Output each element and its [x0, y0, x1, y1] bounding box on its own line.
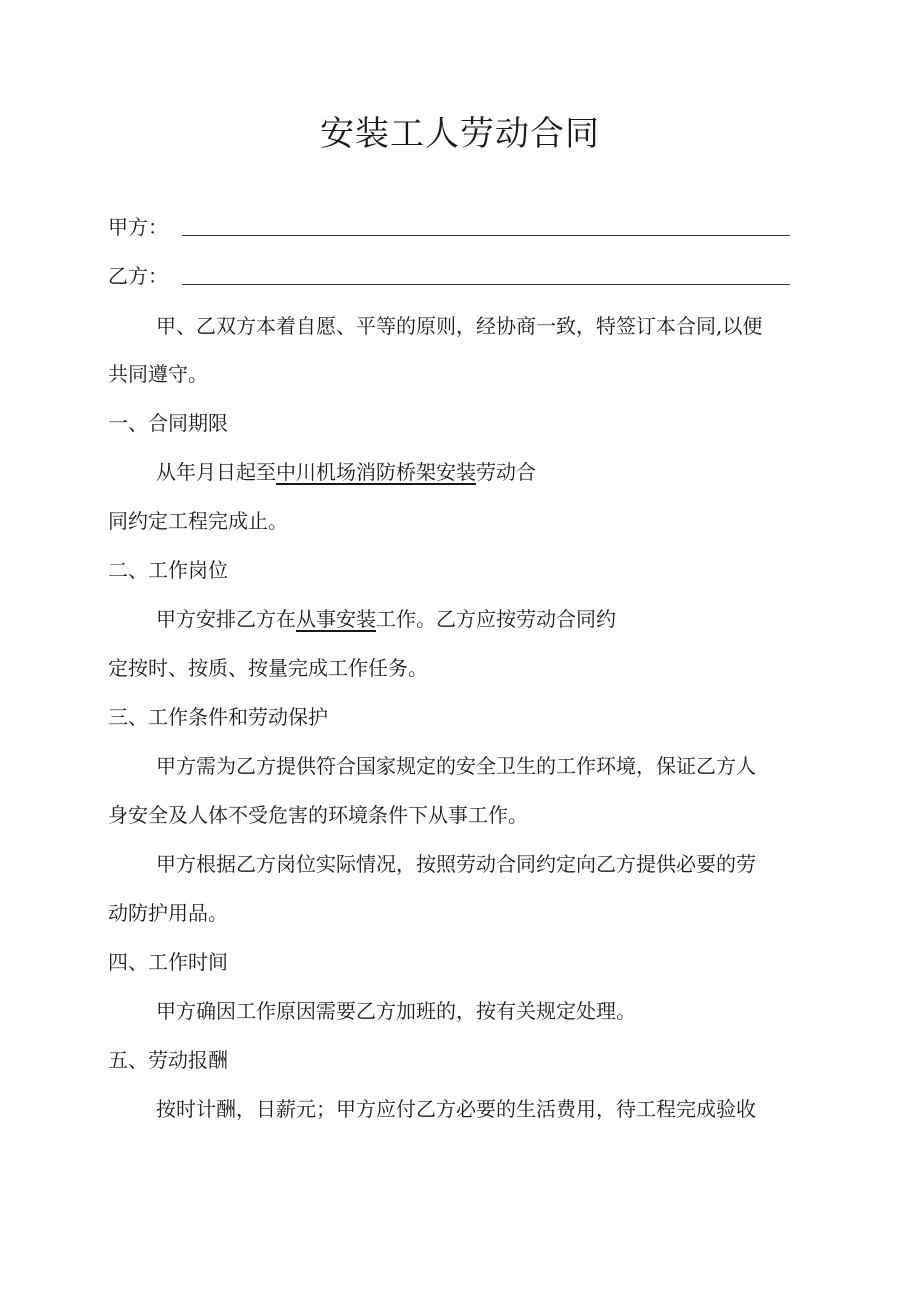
section-3-paragraph-1-line-1: 甲方需为乙方提供符合国家规定的安全卫生的工作环境，保证乙方人	[156, 754, 756, 778]
section-4-paragraph-line-1: 甲方确因工作原因需要乙方加班的，按有关规定处理。	[156, 999, 636, 1023]
party-b-label: 乙方：	[108, 264, 168, 288]
section-3-paragraph-1-line-2: 身安全及人体不受危害的环境条件下从事工作。	[108, 803, 528, 827]
section-2-paragraph-line-1	[156, 604, 616, 634]
section-5-heading: 五、劳动报酬	[108, 1048, 228, 1072]
section-3-paragraph-2-line-1: 甲方根据乙方岗位实际情况，按照劳动合同约定向乙方提供必要的劳	[156, 852, 756, 876]
section-2-paragraph-line-2: 定按时、按质、按量完成工作任务。	[108, 656, 428, 680]
section-3-heading: 三、工作条件和劳动保护	[108, 705, 328, 729]
section-2-job-title: 从事安装	[296, 607, 376, 631]
section-4-heading: 四、工作时间	[108, 950, 228, 974]
intro-line-1: 甲、乙双方本着自愿、平等的原则，经协商一致，特签订本合同,以便	[156, 314, 763, 338]
section-1-heading: 一、合同期限	[108, 411, 228, 435]
document-title: 安装工人劳动合同	[320, 114, 600, 154]
section-2-text-post: 工作。乙方应按劳动合同约	[376, 607, 616, 631]
party-b-blank-line	[182, 284, 790, 285]
party-a-blank-line	[182, 235, 790, 236]
section-2-heading: 二、工作岗位	[108, 558, 228, 582]
section-1-paragraph-line-2: 同约定工程完成止。	[108, 509, 288, 533]
section-2-text-pre: 甲方安排乙方在	[156, 607, 296, 631]
intro-line-2: 共同遵守。	[108, 362, 208, 386]
party-a-label: 甲方：	[108, 215, 168, 239]
section-5-paragraph-line-1: 按时计酬，日薪元；甲方应付乙方必要的生活费用，待工程完成验收	[156, 1097, 756, 1121]
section-1-text-pre: 从年月日起至	[156, 460, 276, 484]
section-1-project-name: 中川机场消防桥架安装	[276, 460, 476, 484]
section-1-paragraph-line-1	[156, 457, 536, 487]
section-3-paragraph-2-line-2: 动防护用品。	[108, 901, 228, 925]
section-1-text-post: 劳动合	[476, 460, 536, 484]
